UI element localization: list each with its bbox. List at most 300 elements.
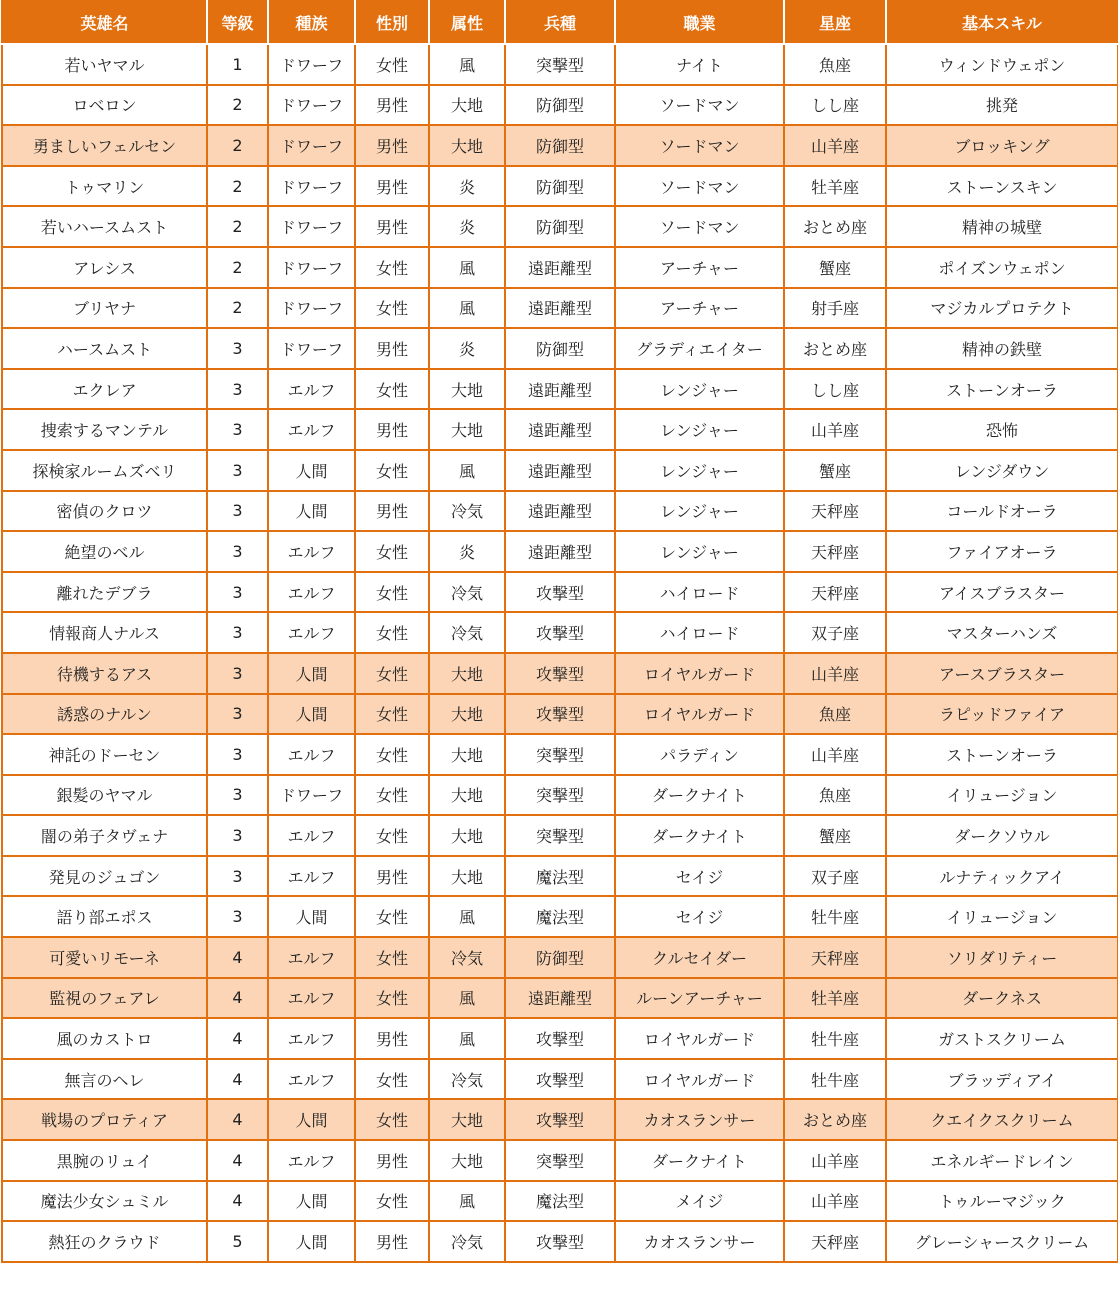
cell-race: エルフ — [268, 937, 355, 978]
cell-level: 2 — [207, 288, 268, 329]
column-header-hero-name: 英雄名 — [2, 1, 207, 44]
table-row — [2, 531, 1118, 572]
cell-gender: 男性 — [355, 1140, 429, 1181]
column-header-job: 職業 — [615, 1, 784, 44]
cell-level: 4 — [207, 978, 268, 1019]
cell-hero-name: 情報商人ナルス — [2, 612, 207, 653]
cell-job: ソードマン — [615, 166, 784, 207]
table-row — [2, 734, 1118, 775]
cell-level: 3 — [207, 572, 268, 613]
table-row — [2, 937, 1118, 978]
cell-hero-name: 待機するアス — [2, 653, 207, 694]
cell-element: 風 — [429, 44, 505, 85]
cell-hero-name: 離れたデブラ — [2, 572, 207, 613]
cell-hero-name: 闇の弟子タヴェナ — [2, 815, 207, 856]
cell-job: レンジャー — [615, 409, 784, 450]
cell-hero-name: ハースムスト — [2, 328, 207, 369]
cell-gender: 女性 — [355, 1099, 429, 1140]
table-row — [2, 694, 1118, 735]
cell-hero-name: 戦場のプロティア — [2, 1099, 207, 1140]
table-row — [2, 450, 1118, 491]
cell-skill: 挑発 — [886, 85, 1118, 126]
cell-unit-type: 遠距離型 — [505, 450, 615, 491]
cell-unit-type: 魔法型 — [505, 856, 615, 897]
cell-race: 人間 — [268, 1221, 355, 1262]
cell-skill: ウィンドウェポン — [886, 44, 1118, 85]
cell-level: 3 — [207, 815, 268, 856]
cell-job: メイジ — [615, 1181, 784, 1222]
cell-job: アーチャー — [615, 247, 784, 288]
cell-hero-name: トゥマリン — [2, 166, 207, 207]
cell-element: 風 — [429, 1018, 505, 1059]
cell-hero-name: 神託のドーセン — [2, 734, 207, 775]
cell-constellation: 牡羊座 — [784, 978, 886, 1019]
cell-element: 炎 — [429, 531, 505, 572]
cell-unit-type: 攻撃型 — [505, 1059, 615, 1100]
cell-skill: ダークネス — [886, 978, 1118, 1019]
cell-skill: アースブラスター — [886, 653, 1118, 694]
cell-gender: 女性 — [355, 44, 429, 85]
cell-constellation: 蟹座 — [784, 247, 886, 288]
cell-unit-type: 攻撃型 — [505, 694, 615, 735]
cell-skill: ルナティックアイ — [886, 856, 1118, 897]
cell-element: 大地 — [429, 775, 505, 816]
cell-race: エルフ — [268, 978, 355, 1019]
cell-job: ソードマン — [615, 206, 784, 247]
cell-element: 大地 — [429, 125, 505, 166]
cell-race: ドワーフ — [268, 85, 355, 126]
cell-unit-type: 攻撃型 — [505, 1221, 615, 1262]
cell-hero-name: 監視のフェアレ — [2, 978, 207, 1019]
cell-gender: 女性 — [355, 937, 429, 978]
cell-skill: 恐怖 — [886, 409, 1118, 450]
cell-element: 風 — [429, 288, 505, 329]
cell-level: 3 — [207, 491, 268, 532]
cell-unit-type: 魔法型 — [505, 1181, 615, 1222]
cell-race: 人間 — [268, 450, 355, 491]
cell-constellation: 牡牛座 — [784, 896, 886, 937]
cell-skill: 精神の鉄壁 — [886, 328, 1118, 369]
cell-constellation: 蟹座 — [784, 815, 886, 856]
cell-level: 3 — [207, 531, 268, 572]
cell-unit-type: 遠距離型 — [505, 491, 615, 532]
column-header-gender: 性別 — [355, 1, 429, 44]
cell-gender: 女性 — [355, 734, 429, 775]
cell-constellation: 双子座 — [784, 856, 886, 897]
column-header-skill: 基本スキル — [886, 1, 1118, 44]
cell-gender: 男性 — [355, 409, 429, 450]
cell-level: 4 — [207, 1059, 268, 1100]
cell-hero-name: エクレア — [2, 369, 207, 410]
cell-unit-type: 突撃型 — [505, 815, 615, 856]
table-row — [2, 247, 1118, 288]
column-header-constellation: 星座 — [784, 1, 886, 44]
cell-level: 2 — [207, 85, 268, 126]
cell-race: 人間 — [268, 1181, 355, 1222]
table-row — [2, 572, 1118, 613]
cell-gender: 男性 — [355, 125, 429, 166]
cell-unit-type: 遠距離型 — [505, 531, 615, 572]
cell-race: エルフ — [268, 369, 355, 410]
hero-table — [1, 0, 1118, 1263]
cell-unit-type: 攻撃型 — [505, 1099, 615, 1140]
cell-race: ドワーフ — [268, 44, 355, 85]
cell-constellation: 山羊座 — [784, 1181, 886, 1222]
cell-unit-type: 遠距離型 — [505, 409, 615, 450]
cell-level: 3 — [207, 694, 268, 735]
table-row — [2, 85, 1118, 126]
cell-constellation: 魚座 — [784, 775, 886, 816]
cell-element: 大地 — [429, 815, 505, 856]
cell-level: 3 — [207, 856, 268, 897]
cell-gender: 男性 — [355, 166, 429, 207]
cell-unit-type: 攻撃型 — [505, 1018, 615, 1059]
cell-job: セイジ — [615, 896, 784, 937]
table-row — [2, 815, 1118, 856]
cell-unit-type: 攻撃型 — [505, 612, 615, 653]
cell-gender: 女性 — [355, 694, 429, 735]
cell-level: 2 — [207, 125, 268, 166]
table-row — [2, 775, 1118, 816]
cell-skill: コールドオーラ — [886, 491, 1118, 532]
cell-unit-type: 攻撃型 — [505, 653, 615, 694]
cell-job: ソードマン — [615, 85, 784, 126]
cell-skill: ソリダリティー — [886, 937, 1118, 978]
cell-gender: 女性 — [355, 1181, 429, 1222]
cell-job: ルーンアーチャー — [615, 978, 784, 1019]
table-row — [2, 978, 1118, 1019]
cell-level: 4 — [207, 1018, 268, 1059]
cell-skill: ラピッドファイア — [886, 694, 1118, 735]
cell-job: ハイロード — [615, 572, 784, 613]
cell-job: セイジ — [615, 856, 784, 897]
cell-job: ロイヤルガード — [615, 653, 784, 694]
cell-constellation: 牡羊座 — [784, 166, 886, 207]
cell-gender: 男性 — [355, 1018, 429, 1059]
table-row — [2, 288, 1118, 329]
cell-hero-name: 誘惑のナルン — [2, 694, 207, 735]
cell-constellation: おとめ座 — [784, 1099, 886, 1140]
cell-level: 2 — [207, 166, 268, 207]
cell-unit-type: 突撃型 — [505, 1140, 615, 1181]
cell-constellation: しし座 — [784, 369, 886, 410]
table-row — [2, 612, 1118, 653]
cell-constellation: 山羊座 — [784, 125, 886, 166]
cell-hero-name: 無言のヘレ — [2, 1059, 207, 1100]
cell-hero-name: 若いヤマル — [2, 44, 207, 85]
cell-hero-name: 絶望のベル — [2, 531, 207, 572]
cell-gender: 男性 — [355, 856, 429, 897]
cell-unit-type: 遠距離型 — [505, 369, 615, 410]
cell-level: 5 — [207, 1221, 268, 1262]
cell-level: 4 — [207, 1140, 268, 1181]
cell-element: 大地 — [429, 653, 505, 694]
column-header-race: 種族 — [268, 1, 355, 44]
cell-element: 大地 — [429, 734, 505, 775]
table-row — [2, 166, 1118, 207]
cell-unit-type: 防御型 — [505, 166, 615, 207]
cell-race: エルフ — [268, 572, 355, 613]
cell-element: 風 — [429, 978, 505, 1019]
cell-hero-name: 銀髪のヤマル — [2, 775, 207, 816]
cell-unit-type: 防御型 — [505, 937, 615, 978]
cell-hero-name: 勇ましいフェルセン — [2, 125, 207, 166]
cell-skill: イリュージョン — [886, 896, 1118, 937]
cell-skill: ガストスクリーム — [886, 1018, 1118, 1059]
table-row — [2, 125, 1118, 166]
cell-constellation: 山羊座 — [784, 409, 886, 450]
cell-level: 3 — [207, 896, 268, 937]
table-row — [2, 44, 1118, 85]
table-row — [2, 1059, 1118, 1100]
cell-unit-type: 遠距離型 — [505, 247, 615, 288]
table-row — [2, 1140, 1118, 1181]
column-header-element: 属性 — [429, 1, 505, 44]
cell-unit-type: 防御型 — [505, 85, 615, 126]
cell-unit-type: 遠距離型 — [505, 978, 615, 1019]
table-row — [2, 1221, 1118, 1262]
cell-element: 大地 — [429, 856, 505, 897]
cell-race: 人間 — [268, 896, 355, 937]
cell-element: 冷気 — [429, 612, 505, 653]
cell-race: エルフ — [268, 612, 355, 653]
cell-level: 4 — [207, 1181, 268, 1222]
cell-constellation: 魚座 — [784, 44, 886, 85]
cell-job: ハイロード — [615, 612, 784, 653]
header-row — [2, 1, 1118, 44]
cell-gender: 女性 — [355, 775, 429, 816]
cell-job: パラディン — [615, 734, 784, 775]
cell-unit-type: 防御型 — [505, 328, 615, 369]
table-row — [2, 206, 1118, 247]
cell-constellation: おとめ座 — [784, 328, 886, 369]
cell-constellation: 天秤座 — [784, 572, 886, 613]
cell-element: 炎 — [429, 328, 505, 369]
cell-job: カオスランサー — [615, 1221, 784, 1262]
cell-skill: ダークソウル — [886, 815, 1118, 856]
cell-constellation: 蟹座 — [784, 450, 886, 491]
cell-hero-name: ロベロン — [2, 85, 207, 126]
cell-gender: 女性 — [355, 612, 429, 653]
cell-element: 冷気 — [429, 1059, 505, 1100]
cell-element: 炎 — [429, 166, 505, 207]
cell-gender: 女性 — [355, 288, 429, 329]
cell-level: 4 — [207, 937, 268, 978]
cell-level: 3 — [207, 369, 268, 410]
cell-race: 人間 — [268, 653, 355, 694]
cell-hero-name: 若いハースムスト — [2, 206, 207, 247]
cell-unit-type: 突撃型 — [505, 734, 615, 775]
cell-race: 人間 — [268, 694, 355, 735]
cell-constellation: 天秤座 — [784, 1221, 886, 1262]
cell-skill: ストーンオーラ — [886, 369, 1118, 410]
cell-level: 3 — [207, 653, 268, 694]
table-row — [2, 653, 1118, 694]
cell-skill: レンジダウン — [886, 450, 1118, 491]
cell-hero-name: 語り部エポス — [2, 896, 207, 937]
table-row — [2, 409, 1118, 450]
cell-hero-name: 魔法少女シュミル — [2, 1181, 207, 1222]
cell-gender: 女性 — [355, 1059, 429, 1100]
cell-constellation: 牡牛座 — [784, 1018, 886, 1059]
cell-gender: 女性 — [355, 815, 429, 856]
cell-element: 風 — [429, 1181, 505, 1222]
cell-element: 炎 — [429, 206, 505, 247]
cell-job: ソードマン — [615, 125, 784, 166]
cell-skill: ストーンオーラ — [886, 734, 1118, 775]
cell-race: エルフ — [268, 1140, 355, 1181]
column-header-level: 等級 — [207, 1, 268, 44]
cell-race: エルフ — [268, 1018, 355, 1059]
cell-race: ドワーフ — [268, 247, 355, 288]
cell-skill: エネルギードレイン — [886, 1140, 1118, 1181]
cell-race: エルフ — [268, 531, 355, 572]
cell-element: 大地 — [429, 1099, 505, 1140]
cell-gender: 女性 — [355, 978, 429, 1019]
cell-skill: トゥルーマジック — [886, 1181, 1118, 1222]
cell-level: 3 — [207, 409, 268, 450]
cell-hero-name: アレシス — [2, 247, 207, 288]
cell-element: 大地 — [429, 1140, 505, 1181]
cell-gender: 女性 — [355, 572, 429, 613]
cell-level: 3 — [207, 775, 268, 816]
cell-gender: 男性 — [355, 328, 429, 369]
table-row — [2, 491, 1118, 532]
table-row — [2, 856, 1118, 897]
cell-level: 3 — [207, 450, 268, 491]
table-body — [2, 44, 1118, 1262]
cell-element: 風 — [429, 450, 505, 491]
cell-hero-name: 可愛いリモーネ — [2, 937, 207, 978]
cell-constellation: 天秤座 — [784, 491, 886, 532]
cell-skill: ストーンスキン — [886, 166, 1118, 207]
cell-element: 冷気 — [429, 937, 505, 978]
cell-job: グラディエイター — [615, 328, 784, 369]
cell-level: 2 — [207, 206, 268, 247]
cell-gender: 女性 — [355, 653, 429, 694]
cell-skill: イリュージョン — [886, 775, 1118, 816]
cell-element: 風 — [429, 247, 505, 288]
cell-element: 大地 — [429, 409, 505, 450]
cell-race: ドワーフ — [268, 288, 355, 329]
table-row — [2, 1018, 1118, 1059]
cell-gender: 女性 — [355, 896, 429, 937]
cell-race: エルフ — [268, 856, 355, 897]
cell-job: ロイヤルガード — [615, 694, 784, 735]
cell-level: 4 — [207, 1099, 268, 1140]
cell-job: レンジャー — [615, 369, 784, 410]
cell-constellation: 天秤座 — [784, 531, 886, 572]
cell-race: エルフ — [268, 409, 355, 450]
cell-hero-name: 発見のジュゴン — [2, 856, 207, 897]
cell-gender: 男性 — [355, 85, 429, 126]
cell-constellation: おとめ座 — [784, 206, 886, 247]
cell-hero-name: 黒腕のリュイ — [2, 1140, 207, 1181]
table-row — [2, 896, 1118, 937]
cell-race: ドワーフ — [268, 206, 355, 247]
cell-skill: ポイズンウェポン — [886, 247, 1118, 288]
cell-job: ダークナイト — [615, 1140, 784, 1181]
table-row — [2, 1099, 1118, 1140]
cell-job: レンジャー — [615, 450, 784, 491]
cell-level: 1 — [207, 44, 268, 85]
table-row — [2, 369, 1118, 410]
cell-gender: 女性 — [355, 450, 429, 491]
cell-constellation: 山羊座 — [784, 734, 886, 775]
cell-constellation: 双子座 — [784, 612, 886, 653]
cell-gender: 男性 — [355, 206, 429, 247]
cell-hero-name: 熱狂のクラウド — [2, 1221, 207, 1262]
cell-element: 大地 — [429, 85, 505, 126]
column-header-unit-type: 兵種 — [505, 1, 615, 44]
cell-skill: マスターハンズ — [886, 612, 1118, 653]
cell-race: 人間 — [268, 491, 355, 532]
cell-skill: マジカルプロテクト — [886, 288, 1118, 329]
cell-job: レンジャー — [615, 531, 784, 572]
cell-skill: グレーシャースクリーム — [886, 1221, 1118, 1262]
cell-race: ドワーフ — [268, 166, 355, 207]
cell-skill: アイスブラスター — [886, 572, 1118, 613]
cell-race: エルフ — [268, 734, 355, 775]
cell-constellation: 山羊座 — [784, 653, 886, 694]
cell-level: 3 — [207, 612, 268, 653]
cell-race: エルフ — [268, 815, 355, 856]
cell-element: 冷気 — [429, 572, 505, 613]
cell-job: カオスランサー — [615, 1099, 784, 1140]
cell-job: アーチャー — [615, 288, 784, 329]
cell-element: 冷気 — [429, 491, 505, 532]
table-row — [2, 1181, 1118, 1222]
cell-hero-name: 探検家ルームズベリ — [2, 450, 207, 491]
cell-constellation: 天秤座 — [784, 937, 886, 978]
cell-level: 2 — [207, 247, 268, 288]
cell-unit-type: 魔法型 — [505, 896, 615, 937]
cell-job: ダークナイト — [615, 815, 784, 856]
cell-unit-type: 突撃型 — [505, 775, 615, 816]
cell-constellation: 山羊座 — [784, 1140, 886, 1181]
cell-race: ドワーフ — [268, 125, 355, 166]
cell-job: ダークナイト — [615, 775, 784, 816]
cell-gender: 女性 — [355, 369, 429, 410]
table-row — [2, 328, 1118, 369]
cell-level: 3 — [207, 328, 268, 369]
cell-constellation: 牡牛座 — [784, 1059, 886, 1100]
cell-gender: 女性 — [355, 531, 429, 572]
cell-unit-type: 突撃型 — [505, 44, 615, 85]
cell-race: エルフ — [268, 1059, 355, 1100]
cell-gender: 男性 — [355, 491, 429, 532]
cell-job: ロイヤルガード — [615, 1018, 784, 1059]
cell-element: 冷気 — [429, 1221, 505, 1262]
cell-hero-name: ブリヤナ — [2, 288, 207, 329]
cell-skill: ブラッディアイ — [886, 1059, 1118, 1100]
cell-level: 3 — [207, 734, 268, 775]
cell-constellation: 射手座 — [784, 288, 886, 329]
cell-gender: 女性 — [355, 247, 429, 288]
cell-race: 人間 — [268, 1099, 355, 1140]
cell-job: ロイヤルガード — [615, 1059, 784, 1100]
cell-job: レンジャー — [615, 491, 784, 532]
cell-element: 風 — [429, 896, 505, 937]
cell-element: 大地 — [429, 369, 505, 410]
cell-hero-name: 風のカストロ — [2, 1018, 207, 1059]
cell-unit-type: 攻撃型 — [505, 572, 615, 613]
cell-unit-type: 遠距離型 — [505, 288, 615, 329]
cell-hero-name: 捜索するマンテル — [2, 409, 207, 450]
cell-constellation: しし座 — [784, 85, 886, 126]
cell-job: ナイト — [615, 44, 784, 85]
cell-skill: ファイアオーラ — [886, 531, 1118, 572]
